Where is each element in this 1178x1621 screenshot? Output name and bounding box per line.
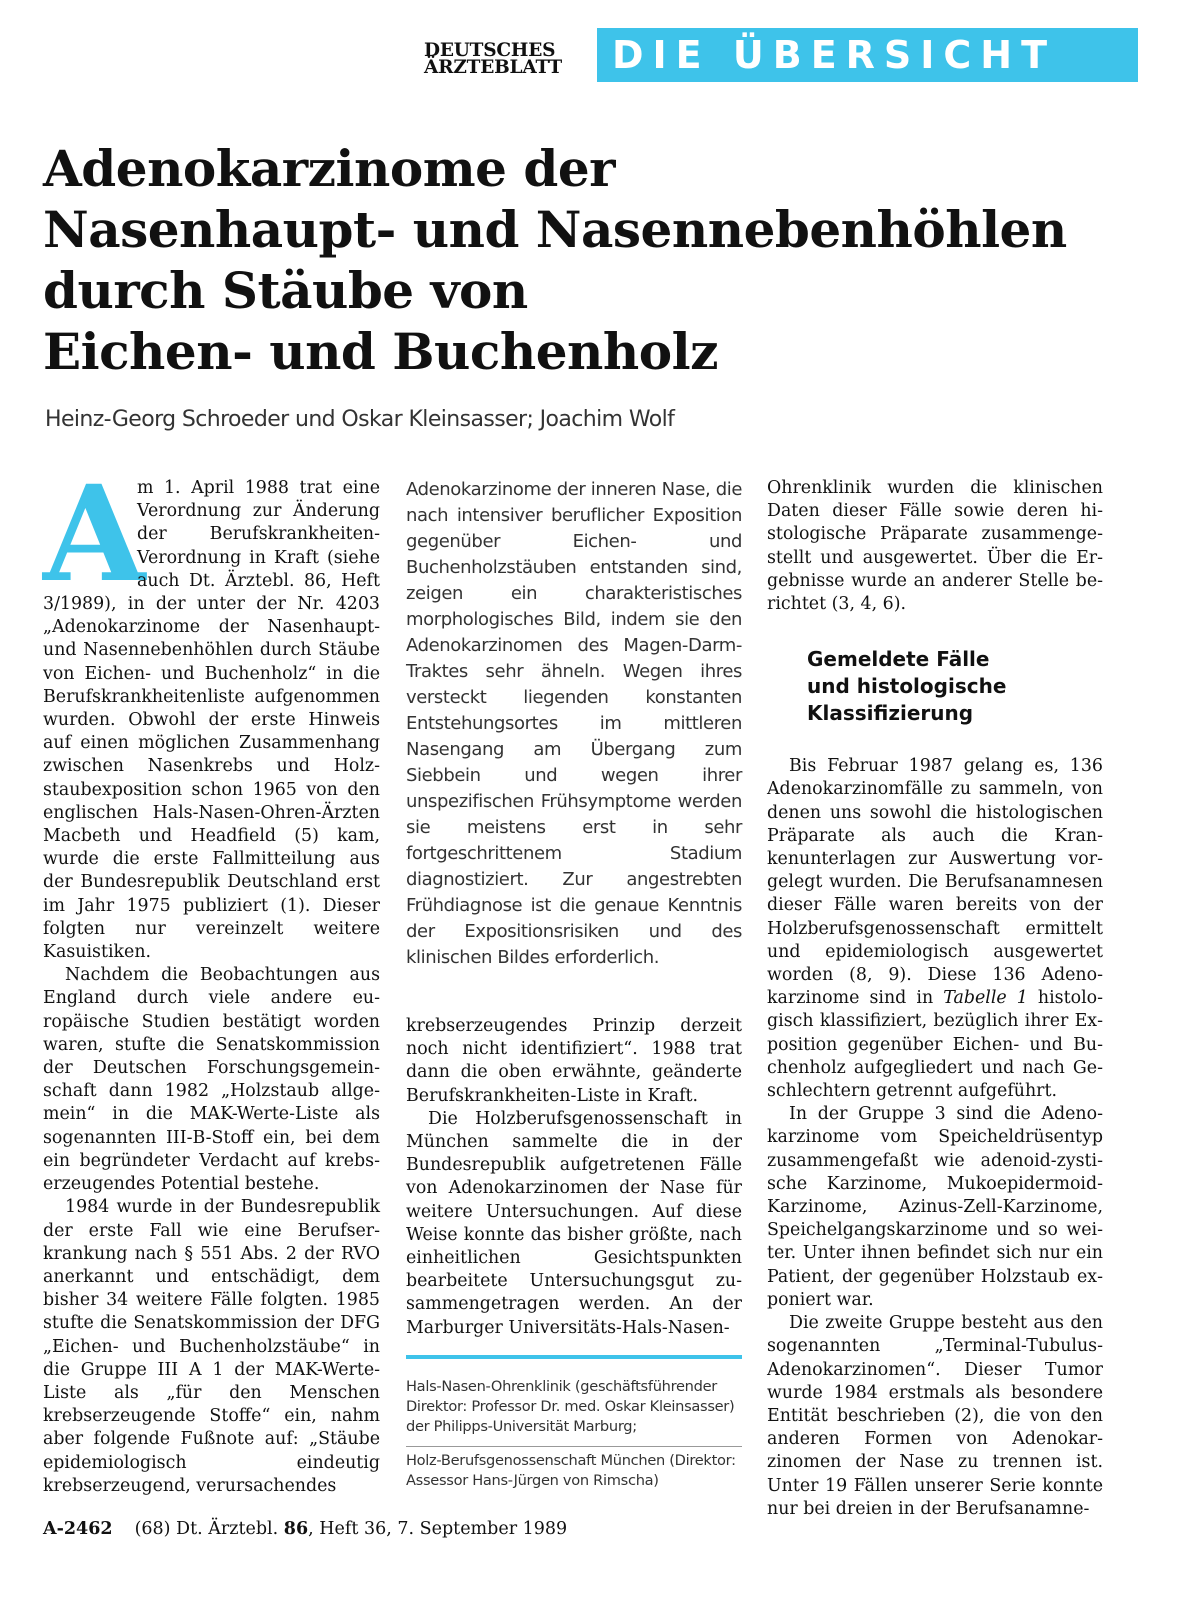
title-line-2: Nasenhaupt- und Nasennebenhöhlen: [43, 200, 1067, 259]
affiliation-rule: [406, 1355, 742, 1359]
title-line-3: durch Stäube von: [43, 261, 528, 320]
footer-citation-prefix: (68) Dt. Ärztebl.: [134, 1519, 284, 1539]
title-line-1: Adenokarzinome der: [43, 139, 615, 198]
text-segment: histologisch klassifiziert, bezüglich ihrer Exposition gegenüber Eichen- und Buchenholz aufgegliedert und nach Geschlechtern getrennt aufgeführt.: [767, 988, 1103, 1102]
paragraph-gruppe-3: In der Gruppe 3 sind die Adenokarzinome vom Speicheldrüsentyp zusammengefaßt wie adenoid-zystische Karzinome, Mukoepidermoid-Karzinome, Azinus-Zell-Karzinome, Speichelgangskarzinome und so weiter. Unter ihnen befindet sich nur ein Patient, der gegenüber Holzstaub exponiert war.: [767, 1104, 1103, 1310]
paragraph-1984: 1984 wurde in der Bundesrepublik der erste Fall wie eine Berufserkrankung nach § 551 Abs. 2 der RVO anerkannt und entschädigt, dem bisher 34 weitere Fälle folgten. 1985 stufte die Senatskommission der DFG „Eichen- und Buchenholzstäube“ in die Gruppe III A 1 der MAK-Werte-Liste als „für den Menschen krebserzeugende Stoffe“ ein, nahm aber folgende Fußnote auf: „Stäube epidemiologisch eindeutig krebserzeugend, verursachendes: [43, 1197, 380, 1496]
text-segment: Bis Februar 1987 gelang es, 136 Adenokarzinomfälle zu sammeln, von denen uns sowohl die histologischen Präparate als auch die Krankenunterlagen zur Auswertung vorgelegt wurden. Die Berufsanamnesen dieser Fälle waren bereits von der Holzberufsgenossenschaft ermittelt und epidemiologisch ausgewertet worden (8, 9). Diese 136 Adenokarzinome sind in: [767, 756, 1103, 1009]
column-1: [43, 457, 380, 1498]
paragraph-ohrenklinik: Ohrenklinik wurden die klinischen Daten dieser Fälle sowie deren histologische Präparate zusammengestellt und ausgewertet. Über die Ergebnisse wurde an anderer Stelle berichtet (3, 4, 6).: [767, 478, 1103, 615]
footer-volume: 86: [283, 1519, 309, 1539]
affiliation-divider: [406, 1446, 742, 1447]
affiliation-1: Hals-Nasen-Ohrenklinik (geschäftsführender Direktor: Professor Dr. med. Oskar Kleinsasser) der Philipps-Universität Marburg;: [406, 1378, 735, 1435]
page-footer: [43, 1517, 743, 1541]
logo-line-1: DEUTSCHES: [424, 40, 556, 61]
section-heading: [767, 646, 1103, 727]
drop-cap: A: [43, 457, 146, 612]
page-number: A-2462: [43, 1519, 113, 1539]
heading-line-3: Klassifizierung: [807, 701, 974, 726]
heading-line-2: und histologische: [807, 674, 1007, 699]
paragraph-february-1987: [767, 755, 1103, 1103]
footer-citation-suffix: , Heft 36, 7. September 1989: [308, 1519, 568, 1539]
article-authors: Heinz-Georg Schroeder und Oskar Kleinsasser; Joachim Wolf: [45, 407, 675, 432]
column-2-abstract: [406, 477, 742, 971]
affiliation-2: Holz-Berufsgenossenschaft München (Direktor: Assessor Hans-Jürgen von Rimscha): [406, 1452, 736, 1489]
paragraph-england-studies: Nachdem die Beobachtungen aus England durch viele andere europäische Studien bestätigt worden waren, stufte die Senatskommission der Deutschen Forschungsgemeinschaft dann 1982 „Holzstaub allgemein“ in die MAK-Werte-Liste als sogenannten III-B-Stoff ein, bei dem ein begründeter Verdacht auf krebserzeugendes Potential bestehe.: [43, 965, 380, 1195]
paragraph-carcinogen-principle: krebserzeugendes Prinzip derzeit noch nicht identifiziert“. 1988 trat dann die oben erwähnte, geänderte Berufskrankheiten-Liste in Kraft.: [406, 1016, 742, 1106]
column-3: [767, 477, 1103, 1521]
abstract-paragraph: Adenokarzinome der inneren Nase, die nach intensiver beruflicher Exposition gegenüber Eichen- und Buchenholzstäuben entstanden sind, zeigen ein charakteristisches morphologisches Bild, indem sie den Adenokarzinomen des Magen-Darm-Traktes sehr ähneln. Wegen ihres versteckt liegenden konstanten Entstehungsortes im mittleren Nasengang am Übergang zum Siebbein und wegen ihrer unspezifischen Frühsymptome werden sie meistens erst in sehr fortgeschrittenem Stadium diagnostiziert. Zur angestrebten Frühdiagnose ist die genaue Kenntnis der Expositionsrisiken und des klinischen Bildes erforderlich.: [406, 479, 742, 968]
heading-line-1: Gemeldete Fälle: [807, 647, 990, 672]
journal-logo: [424, 42, 592, 82]
table-reference[interactable]: Tabelle 1: [943, 988, 1028, 1009]
section-banner: DIE ÜBERSICHT: [597, 28, 1138, 82]
logo-line-2: ÄRZTEBLATT: [424, 57, 562, 78]
title-line-4: Eichen- und Buchenholz: [43, 322, 718, 381]
article-title: [43, 138, 1143, 382]
paragraph-zweite-gruppe: Die zweite Gruppe besteht aus den sogenannten „Terminal-Tubulus-Adenokarzinomen“. Dieser Tumor wurde 1984 erstmals als besondere Entität beschrieben (2), die von den anderen Formen von Adenokarzinomen der Nase zu trennen ist. Unter 19 Fällen unserer Serie konnte nur bei dreien in der Berufsanamne-: [767, 1313, 1103, 1519]
paragraph-intro: m 1. April 1988 trat eine Verordnung zur Änderung der Berufskrankheiten-Verordnung in Kraft (siehe auch Dt. Ärztebl. 86, Heft 3/1989), in der unter der Nr. 4203 „Adenokarzinome der Nasenhaupt- und Nasennebenhöhlen durch Stäube von Eichen- und Buchenholz“ in die Berufskrankheitenliste aufgenommen wurden. Obwohl der erste Hinweis auf einen möglichen Zusammenhang zwischen Nasenkrebs und Holzstaubexposition schon 1965 von den englischen Hals-Nasen-Ohren-Ärzten Macbeth und Headfield (5) kam, wurde die erste Fallmitteilung aus der Bundesrepublik Deutschland erst im Jahr 1975 publiziert (1). Dieser folgten nur vereinzelt weitere Kasuistiken.: [43, 478, 380, 963]
paragraph-holzberufsgenossenschaft: Die Holzberufsgenossenschaft in München sammelte die in der Bundesrepublik aufgetretenen Fälle von Adenokarzinomen der Nase für weitere Untersuchungen. Auf diese Weise konnte das bisher größte, nach einheitlichen Gesichtspunkten bearbeitete Untersuchungsgut zusammengetragen werden. An der Marburger Universitäts-Hals-Nasen-: [406, 1108, 742, 1338]
column-2-body: [406, 1015, 742, 1340]
